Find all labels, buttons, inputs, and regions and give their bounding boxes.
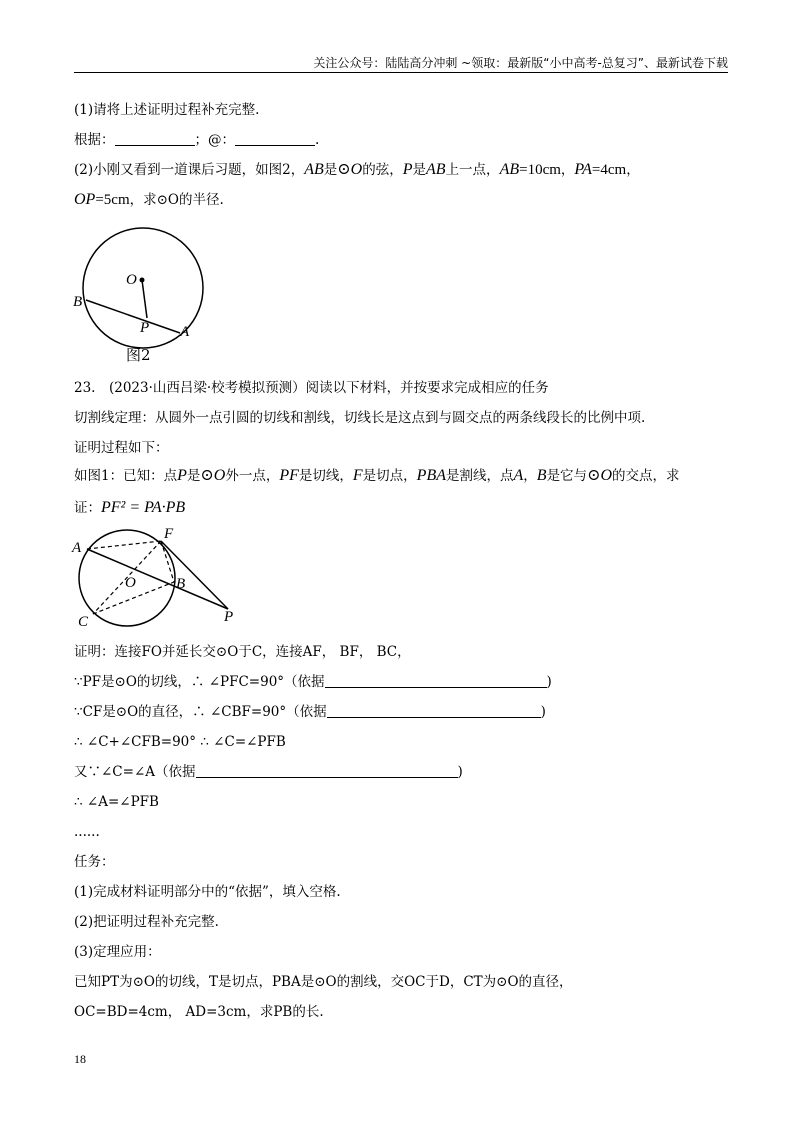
segment-op: [142, 280, 147, 318]
label-P: P: [140, 320, 150, 336]
text: ，: [560, 162, 575, 178]
text: ，: [523, 468, 537, 484]
text: 是: [186, 468, 201, 484]
q23-step3: [74, 702, 546, 722]
segment-af: [87, 541, 161, 549]
math-circle-O: ⊙O: [200, 467, 226, 484]
step3-text: ∵CF是⊙O的直径，∴ ∠CBF=90°（依据: [74, 704, 327, 720]
ab-value: =10cm: [519, 162, 561, 178]
label-O: O: [125, 575, 136, 591]
q23-given-line: [74, 466, 680, 486]
q23-proof-intro: 证明过程如下：: [74, 440, 169, 456]
text: 外一点，: [225, 468, 280, 484]
ask-text: ，求⊙O的半径.: [129, 192, 224, 208]
text: 的交点，求: [612, 468, 680, 484]
math-B: B: [536, 467, 547, 484]
label-B: B: [176, 576, 186, 592]
figure-1: [70, 522, 240, 632]
q23-step1: 证明：连接FO并延长交⊙O于C，连接AF， BF， BC，: [74, 644, 411, 660]
q23-theorem: 切割线定理：从圆外一点引圆的切线和割线，切线长是这点到与圆交点的两条线段长的比例中项.: [74, 410, 646, 426]
math-OP: OP: [74, 191, 96, 208]
label-P: P: [224, 609, 234, 625]
math-A: A: [513, 467, 524, 484]
q22-op-line: [74, 190, 224, 210]
math-PF: PF: [279, 467, 299, 484]
step3-end: ): [540, 704, 546, 720]
text: 的弦，: [362, 162, 403, 178]
q23-tasks-label: 任务：: [74, 854, 115, 870]
label-A: A: [180, 324, 190, 340]
label-O: O: [126, 272, 137, 288]
label-A: A: [72, 540, 82, 556]
q23-step2: [74, 672, 552, 692]
text: 是它与: [546, 468, 588, 484]
step2-text: ∵PF是⊙O的切线，∴ ∠PFC=90°（依据: [74, 674, 325, 690]
sep: ；@：: [194, 132, 235, 148]
text: 是切线，: [298, 468, 353, 484]
q23-app2: OC=BD=4cm， AD=3cm，求PB的长.: [74, 1004, 324, 1020]
step5-text: 又∵∠C=∠A（依据: [74, 764, 196, 780]
text: 是切点，: [362, 468, 417, 484]
blank-2[interactable]: [235, 131, 315, 146]
blank-basis-1[interactable]: [325, 673, 547, 688]
q23-task2: (2)把证明过程补充完整.: [74, 914, 219, 930]
center-point: [140, 278, 145, 283]
op-value: =5cm: [95, 192, 130, 208]
math-P: P: [177, 467, 187, 484]
blank-1[interactable]: [115, 131, 195, 146]
text: 是割线，点: [446, 468, 514, 484]
q23-prove-line: [74, 498, 185, 518]
basis-label: 根据：: [74, 132, 115, 148]
prove-expression: PF² = PA·PB: [101, 499, 186, 516]
q23-app1: 已知PT为⊙O的切线，T是切点，PBA是⊙O的割线，交OC于D，CT为⊙O的直径，: [74, 974, 573, 990]
math-F: F: [352, 467, 363, 484]
math-AB: AB: [499, 161, 520, 178]
q23-step5: [74, 762, 463, 782]
part2-text: (2)小刚又看到一道课后习题，如图2，: [74, 162, 305, 178]
math-AB: AB: [304, 161, 324, 178]
figure-2-caption: 图2: [126, 346, 151, 364]
label-B: B: [73, 294, 83, 310]
q23-dots: ......: [74, 824, 100, 840]
q23-title: 23. (2023·山西吕梁·校考模拟预测）阅读以下材料，并按要求完成相应的任务: [74, 380, 549, 396]
text: 是: [323, 162, 338, 178]
chord-ab: [86, 300, 180, 333]
page-header: 关注公众号：陆陆高分冲刺 ~领取：最新版“小中高考-总复习”、最新试卷下载: [313, 56, 728, 70]
q22-basis-line: [74, 130, 319, 150]
label-C: C: [78, 614, 89, 630]
text: 是: [412, 162, 427, 178]
q23-step4: ∴ ∠C+∠CFB=90° ∴ ∠C=∠PFB: [74, 734, 286, 750]
math-AB: AB: [426, 161, 446, 178]
prove-label: 证：: [74, 500, 101, 516]
end: .: [315, 132, 320, 148]
page-number: 18: [74, 1052, 86, 1066]
math-circle-O: ⊙O: [587, 467, 613, 484]
q23-task1: (1)完成材料证明部分中的“依据”，填入空格.: [74, 884, 341, 900]
q22-part2-line: [74, 160, 640, 180]
math-circle-O: ⊙O: [337, 161, 363, 178]
step5-end: ): [457, 764, 463, 780]
label-F: F: [164, 526, 174, 542]
pa-value: =4cm: [591, 162, 627, 178]
step2-end: ): [546, 674, 552, 690]
math-PA: PA: [574, 161, 592, 178]
q23-task3: (3)定理应用：: [74, 944, 161, 960]
text: ，: [626, 162, 640, 178]
blank-basis-3[interactable]: [196, 763, 458, 778]
blank-basis-2[interactable]: [327, 703, 541, 718]
math-PBA: PBA: [416, 467, 446, 484]
math-P: P: [402, 161, 413, 178]
secant-pba: [87, 549, 228, 609]
q23-step6: ∴ ∠A=∠PFB: [74, 794, 159, 810]
q22-part1: (1)请将上述证明过程补充完整.: [74, 102, 260, 118]
header-rule: [74, 72, 728, 73]
text: 上一点，: [445, 162, 500, 178]
text: 如图1：已知：点: [74, 468, 178, 484]
